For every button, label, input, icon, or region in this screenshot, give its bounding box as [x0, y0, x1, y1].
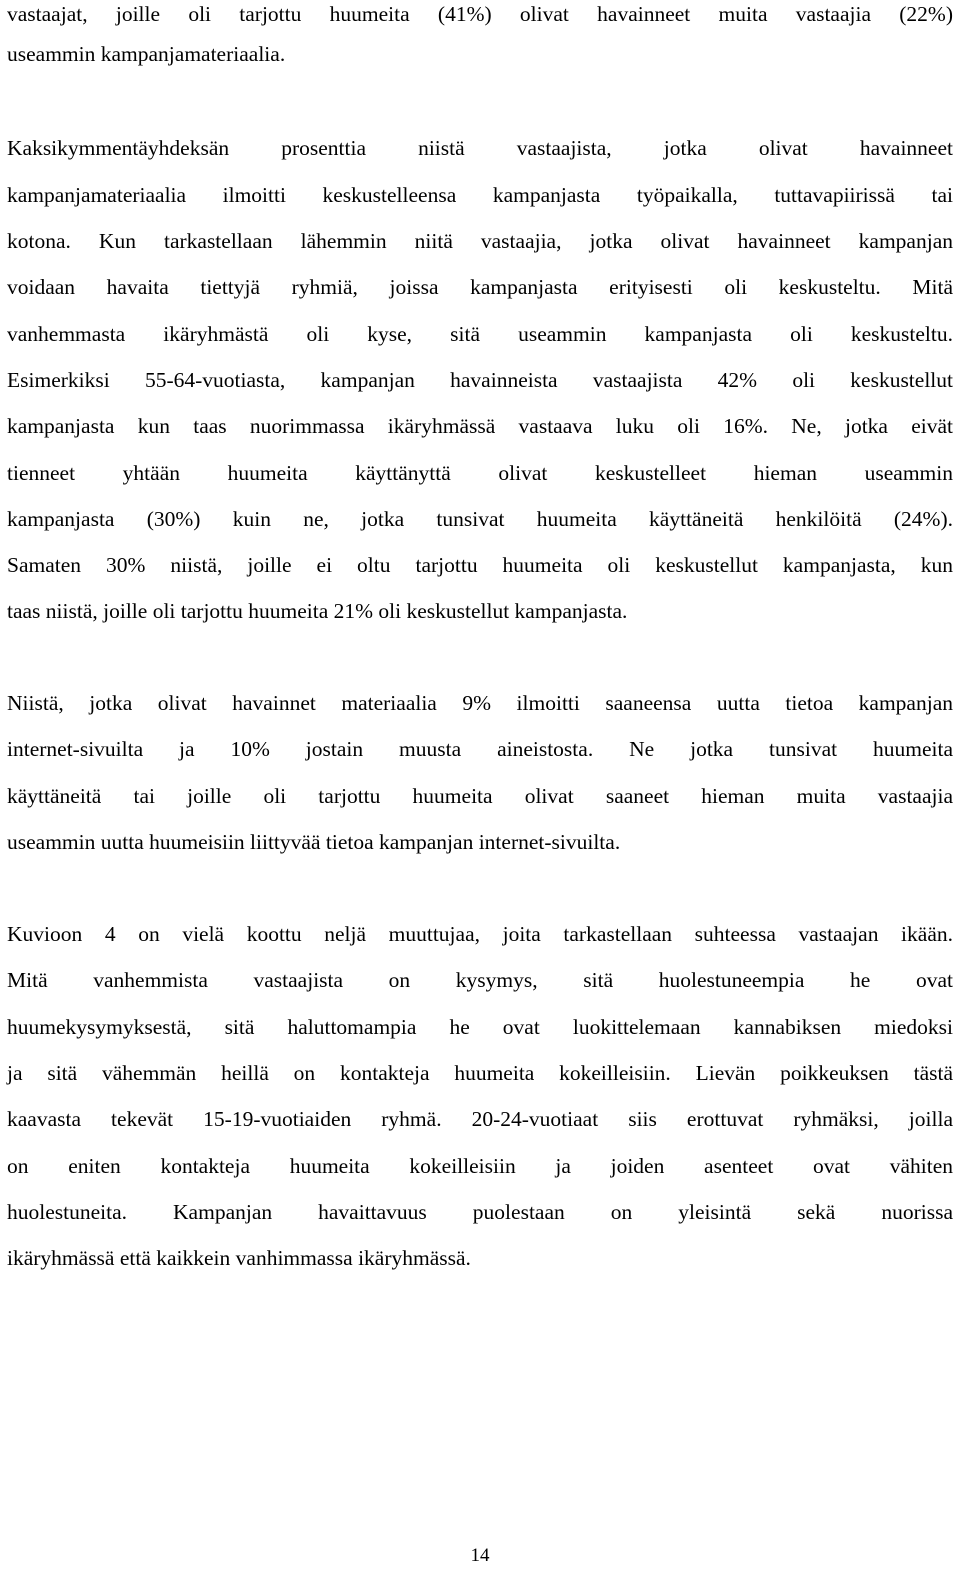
text-line: Kaksikymmentäyhdeksän prosenttia niistä vastaajista, jotka olivat havainneet — [7, 136, 953, 160]
text-line: Kuvioon 4 on vielä koottu neljä muuttujaa, joita tarkastellaan suhteessa vastaajan ikään. — [7, 922, 953, 946]
text-line: Samaten 30% niistä, joille ei oltu tarjottu huumeita oli keskustellut kampanjasta, kun — [7, 553, 953, 577]
page-number: 14 — [470, 1545, 490, 1566]
text-line: vastaajat, joille oli tarjottu huumeita (41%) olivat havainneet muita vastaajia (22%) — [7, 2, 953, 26]
text-line: kampanjasta kun taas nuorimmassa ikäryhmässä vastaava luku oli 16%. Ne, jotka eivät — [7, 414, 953, 438]
text-line: kampanjamateriaalia ilmoitti keskustelleensa kampanjasta työpaikalla, tuttavapiirissä tai — [7, 183, 953, 207]
text-line: kampanjasta (30%) kuin ne, jotka tunsivat huumeita käyttäneitä henkilöitä (24%). — [7, 507, 953, 531]
text-line: taas niistä, joille oli tarjottu huumeita 21% oli keskustellut kampanjasta. — [7, 599, 628, 623]
text-line: kaavasta tekevät 15-19-vuotiaiden ryhmä. 20-24-vuotiaat siis erottuvat ryhmäksi, joilla — [7, 1107, 953, 1131]
text-line: tienneet yhtään huumeita käyttänyttä olivat keskustelleet hieman useammin — [7, 461, 953, 485]
text-line: huumekysymyksestä, sitä haluttomampia he ovat luokittelemaan kannabiksen miedoksi — [7, 1015, 953, 1039]
text-line: voidaan havaita tiettyjä ryhmiä, joissa kampanjasta erityisesti oli keskusteltu. Mitä — [7, 275, 953, 299]
text-line: useammin kampanjamateriaalia. — [7, 42, 286, 66]
text-line: useammin uutta huumeisiin liittyvää tietoa kampanjan internet-sivuilta. — [7, 830, 621, 854]
text-line: internet-sivuilta ja 10% jostain muusta aineistosta. Ne jotka tunsivat huumeita — [7, 737, 953, 761]
text-line: huolestuneita. Kampanjan havaittavuus puolestaan on yleisintä sekä nuorissa — [7, 1200, 953, 1224]
text-line: Esimerkiksi 55-64-vuotiasta, kampanjan havainneista vastaajista 42% oli keskustellut — [7, 368, 953, 392]
text-line: ikäryhmässä että kaikkein vanhimmassa ikäryhmässä. — [7, 1246, 471, 1270]
text-line: vanhemmasta ikäryhmästä oli kyse, sitä useammin kampanjasta oli keskusteltu. — [7, 322, 953, 346]
text-line: kotona. Kun tarkastellaan lähemmin niitä vastaajia, jotka olivat havainneet kampanjan — [7, 229, 953, 253]
text-line: ja sitä vähemmän heillä on kontakteja huumeita kokeilleisiin. Lievän poikkeuksen tästä — [7, 1061, 953, 1085]
text-line: käyttäneitä tai joille oli tarjottu huumeita olivat saaneet hieman muita vastaajia — [7, 784, 953, 808]
text-line: Niistä, jotka olivat havainnet materiaalia 9% ilmoitti saaneensa uutta tietoa kampanjan — [7, 691, 953, 715]
text-line: on eniten kontakteja huumeita kokeilleisiin ja joiden asenteet ovat vähiten — [7, 1154, 953, 1178]
text-line: Mitä vanhemmista vastaajista on kysymys, sitä huolestuneempia he ovat — [7, 968, 953, 992]
